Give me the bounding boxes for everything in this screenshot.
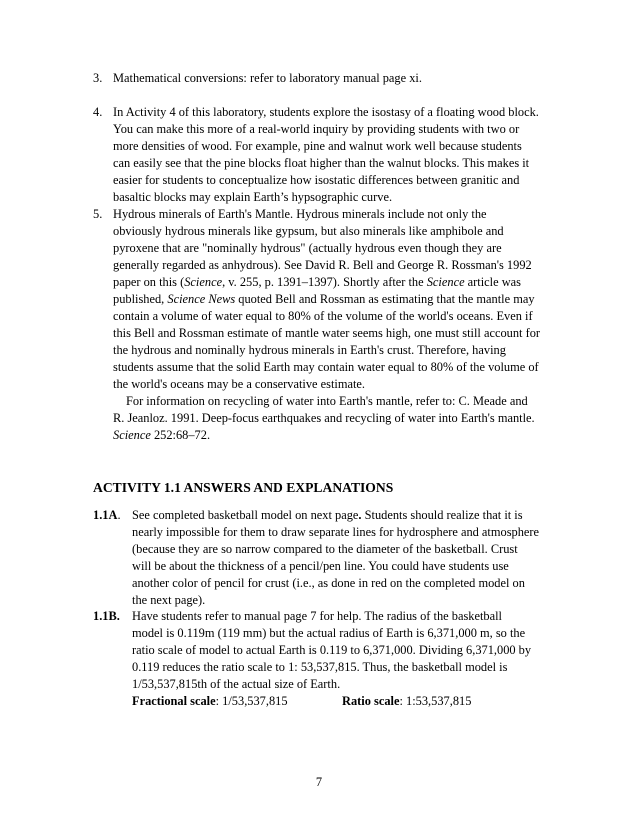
list-number: 3. <box>93 71 103 85</box>
text-line: students assume that the solid Earth may contain water equal to 80% of the volume of <box>113 360 539 374</box>
text-run: See completed basketball model on next page <box>132 508 359 522</box>
list-item-3 <box>93 70 553 87</box>
text-line: will be about the thickness of a pencil/pen line. You could have students use <box>132 559 509 573</box>
text-line: more densities of wood. For example, pine and walnut work well because students <box>113 139 522 153</box>
text-line: Hydrous minerals of Earth's Mantle. Hydrous minerals include not only the <box>113 207 487 221</box>
text-line: the hydrous and nominally hydrous minerals in Earth's crust. Therefore, having <box>113 343 506 357</box>
journal-title: Science <box>184 275 223 289</box>
ratio-scale: Ratio scale: 1:53,537,815 <box>342 694 472 708</box>
text-run: Students should realize that it is <box>361 508 523 522</box>
journal-title: Science <box>113 428 151 442</box>
text-line: the world's oceans may be a conservative estimate. <box>113 377 366 391</box>
text-line: 1/53,537,815th of the actual size of Earth. <box>132 677 341 691</box>
text-line: this Bell and Rossman estimate of mantle water seems high, one must still account for <box>113 326 541 340</box>
text-line: generally regarded as anhydrous). See David R. Bell and George R. Rossman's 1992 <box>113 258 532 272</box>
text-line: the next page). <box>132 593 206 607</box>
text-run: quoted Bell and Rossman as estimating that the mantle may <box>235 292 535 306</box>
text-line: nearly impossible for them to draw separate lines for hydrosphere and atmosphere <box>132 525 540 539</box>
text-line: In Activity 4 of this laboratory, students explore the isostasy of a floating wood block. <box>113 105 539 119</box>
text-line <box>113 274 553 291</box>
text-line: model is 0.119m (119 mm) but the actual radius of Earth is 6,371,000 m, so the <box>132 626 526 640</box>
list-number: 4. <box>93 105 103 119</box>
text-line <box>113 291 553 308</box>
list-item-4 <box>93 104 553 206</box>
text-run: , v. 255, p. 1391–1397). Shortly after the <box>222 275 427 289</box>
page-number: 7 <box>315 775 323 789</box>
text-run: paper on this ( <box>113 275 185 289</box>
text-run: . <box>358 508 362 522</box>
text-line: 0.119 reduces the ratio scale to 1: 53,537,815. Thus, the basketball model is <box>132 660 508 674</box>
scale-summary <box>132 693 472 710</box>
answer-1-1a <box>93 507 563 609</box>
answer-label: 1.1A. <box>93 508 121 522</box>
text-line: Mathematical conversions: refer to laboratory manual page xi. <box>113 71 422 85</box>
text-line: contain a volume of water equal to 80% of the volume of the world's oceans. Even if <box>113 309 533 323</box>
text-line: obviously hydrous minerals like gypsum, but also minerals like amphibole and <box>113 224 504 238</box>
text-run: 252:68–72. <box>150 428 211 442</box>
text-line <box>113 427 553 444</box>
text-line: can easily see that the pine blocks float higher than the walnut blocks. This makes it <box>113 156 530 170</box>
journal-title: Science News <box>167 292 236 306</box>
text-line: easier for students to conceptualize how isostatic differences between granitic and <box>113 173 520 187</box>
text-run: article was <box>464 275 521 289</box>
text-line: basaltic blocks may explain Earth’s hypsographic curve. <box>113 190 393 204</box>
text-line: R. Jeanloz. 1991. Deep-focus earthquakes and recycling of water into Earth's mantle. <box>113 411 535 425</box>
list-item-5 <box>93 206 553 444</box>
fractional-scale: Fractional scale: 1/53,537,815 <box>132 694 288 708</box>
journal-title: Science <box>426 275 465 289</box>
section-heading: ACTIVITY 1.1 ANSWERS AND EXPLANATIONS <box>93 480 394 495</box>
text-line <box>132 507 563 524</box>
answer-1-1b <box>93 608 563 693</box>
text-line: You can make this more of a real-world inquiry by providing students with two or <box>113 122 520 136</box>
list-number: 5. <box>93 207 103 221</box>
text-line: pyroxene that are "nominally hydrous" (actually hydrous even though they are <box>113 241 502 255</box>
text-line: another color of pencil for crust (i.e., as done in red on the completed model on <box>132 576 525 590</box>
answer-label: 1.1B. <box>93 609 120 623</box>
text-line: (because they are so narrow compared to the diameter of the basketball. Crust <box>132 542 518 556</box>
text-line: For information on recycling of water into Earth's mantle, refer to: C. Meade and <box>126 394 528 408</box>
text-line: Have students refer to manual page 7 for help. The radius of the basketball <box>132 609 502 623</box>
text-run: published, <box>113 292 168 306</box>
text-line: ratio scale of model to actual Earth is 0.119 to 6,371,000. Dividing 6,371,000 by <box>132 643 532 657</box>
